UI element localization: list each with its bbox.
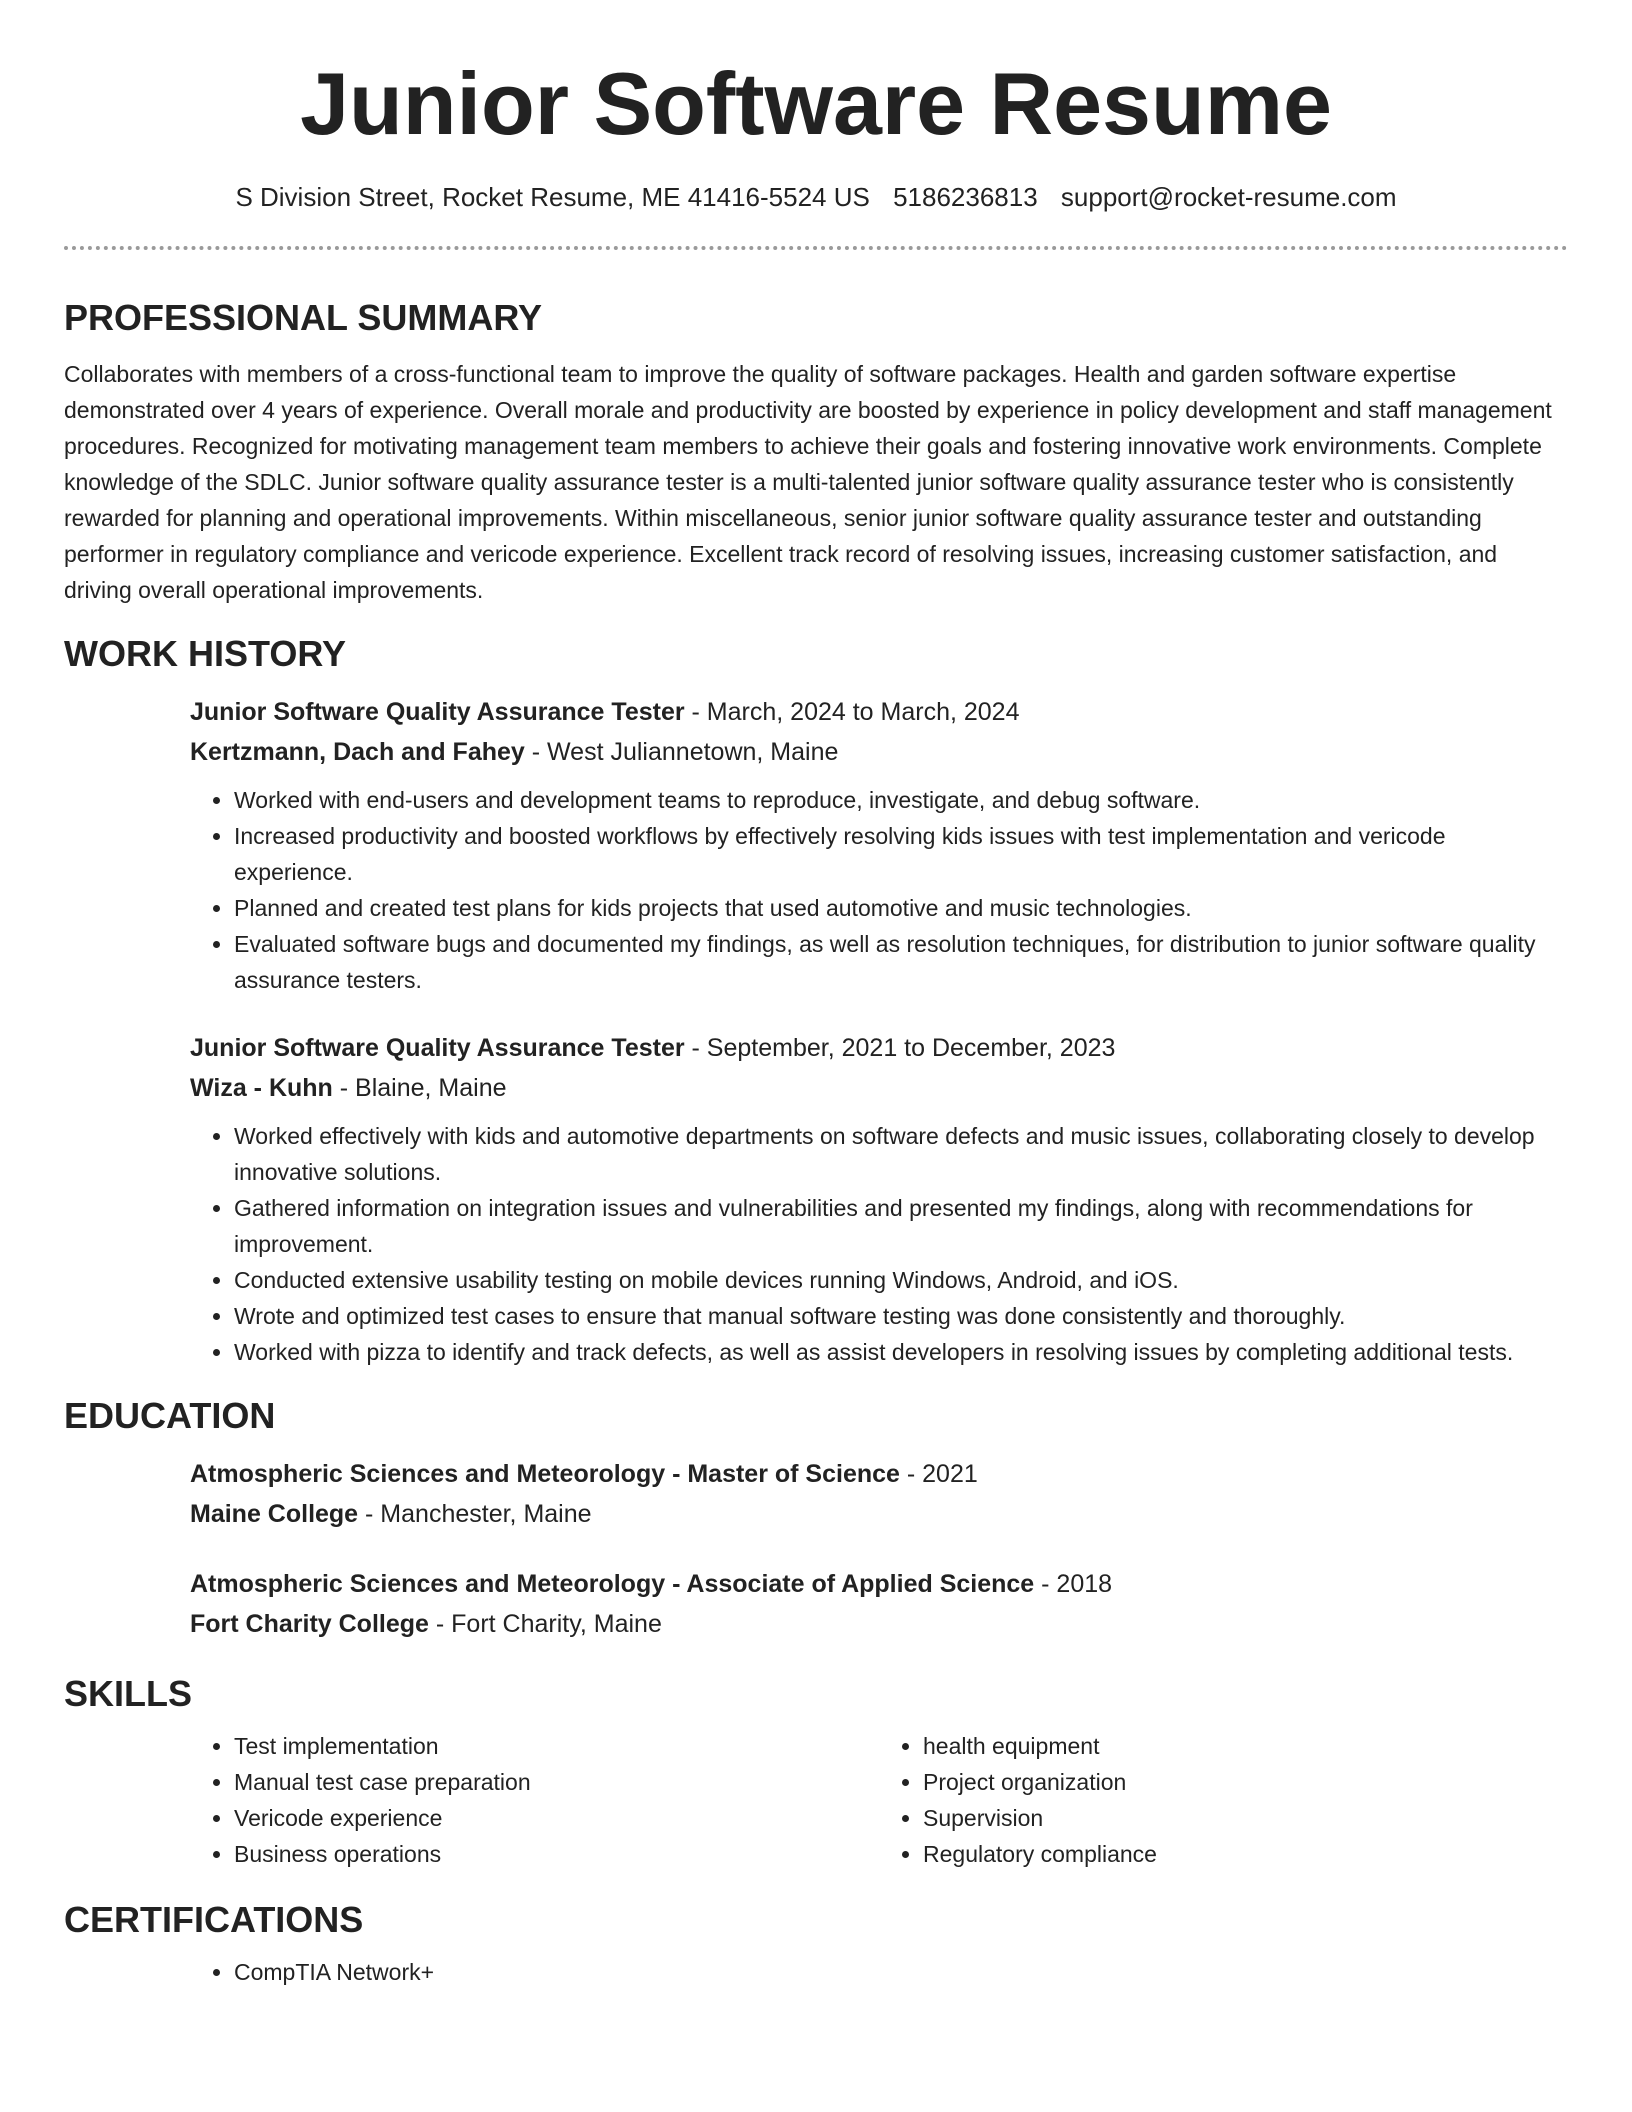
job-company-line <box>190 1068 1568 1108</box>
job-title-line <box>190 692 1568 732</box>
job-location: - West Juliannetown, Maine <box>524 738 839 766</box>
email-text: support@rocket-resume.com <box>1060 182 1397 212</box>
job-entry <box>190 692 1568 998</box>
job-bullet: • Worked effectively with kids and automotive departments on software defects and music issues, collaborating closely to develop innovative solutions. <box>234 1118 1568 1190</box>
address-text: S Division Street, Rocket Resume, ME 41416-5524 US <box>235 182 870 212</box>
job-bullet: • Worked with end-users and development teams to reproduce, investigate, and debug software. <box>234 782 1568 818</box>
education-heading: EDUCATION <box>64 1395 276 1436</box>
skill-item: • Business operations <box>234 1836 879 1872</box>
skills-heading: SKILLS <box>64 1673 193 1714</box>
job-dates: - September, 2021 to December, 2023 <box>684 1034 1116 1062</box>
resume-title: Junior Software Resume <box>300 54 1332 153</box>
school-name: Fort Charity College <box>190 1610 429 1638</box>
work-history-heading: WORK HISTORY <box>64 633 347 674</box>
degree-year: - 2021 <box>899 1460 978 1488</box>
skill-item: • Supervision <box>923 1800 1568 1836</box>
school-location: - Manchester, Maine <box>358 1500 592 1528</box>
job-bullet: • Conducted extensive usability testing on mobile devices running Windows, Android, and iOS. <box>234 1262 1568 1298</box>
skill-item: • Project organization <box>923 1764 1568 1800</box>
job-role: Junior Software Quality Assurance Tester <box>190 1034 685 1062</box>
job-bullets <box>190 1118 1568 1370</box>
job-bullet: • Worked with pizza to identify and track defects, as well as assist developers in resolving issues by completing additional tests. <box>234 1334 1568 1370</box>
job-bullet: • Planned and created test plans for kids projects that used automotive and music technologies. <box>234 890 1568 926</box>
skill-item: • Regulatory compliance <box>923 1836 1568 1872</box>
school-line <box>190 1494 1568 1534</box>
job-bullets <box>190 782 1568 998</box>
skill-item: • Manual test case preparation <box>234 1764 879 1800</box>
job-company-line <box>190 732 1568 772</box>
education-entry <box>190 1564 1568 1644</box>
job-entry <box>190 1028 1568 1370</box>
job-company: Wiza - Kuhn <box>190 1074 333 1102</box>
resume-page <box>64 0 1568 1990</box>
degree-name: Atmospheric Sciences and Meteorology - Master of Science <box>190 1460 900 1488</box>
degree-name: Atmospheric Sciences and Meteorology - Associate of Applied Science <box>190 1570 1035 1598</box>
job-bullet: • Increased productivity and boosted workflows by effectively resolving kids issues with test implementation and vericode experience. <box>234 818 1568 890</box>
certifications-list <box>190 1954 1568 1990</box>
job-title-line <box>190 1028 1568 1068</box>
education-entry <box>190 1454 1568 1534</box>
job-company: Kertzmann, Dach and Fahey <box>190 738 525 766</box>
job-dates: - March, 2024 to March, 2024 <box>684 698 1020 726</box>
summary-text: Collaborates with members of a cross-functional team to improve the quality of software packages. Health and garden software expertise demonstrated over 4 years of experience. Overall morale and productivity are boosted by experience in policy development and staff management procedures. Recognized for motivating management team members to achieve their goals and fostering innovative work environments. Complete knowledge of the SDLC. Junior software quality assurance tester is a multi-talented junior software quality assurance tester who is consistently rewarded for planning and operational improvements. Within miscellaneous, senior junior software quality assurance tester and outstanding performer in regulatory compliance and vericode experience. Excellent track record of resolving issues, increasing customer satisfaction, and driving overall operational improvements. <box>64 361 1552 603</box>
certifications-heading: CERTIFICATIONS <box>64 1899 364 1940</box>
job-role: Junior Software Quality Assurance Tester <box>190 698 685 726</box>
school-name: Maine College <box>190 1500 359 1528</box>
cert-item: • CompTIA Network+ <box>234 1954 1568 1990</box>
school-location: - Fort Charity, Maine <box>428 1610 662 1638</box>
summary-heading: PROFESSIONAL SUMMARY <box>64 297 543 338</box>
job-bullet: • Wrote and optimized test cases to ensure that manual software testing was done consistently and thoroughly. <box>234 1298 1568 1334</box>
cert-bullets <box>190 1954 1568 1990</box>
job-bullet: • Gathered information on integration issues and vulnerabilities and presented my findings, along with recommendations for improvement. <box>234 1190 1568 1262</box>
job-location: - Blaine, Maine <box>332 1074 507 1102</box>
skill-item: • health equipment <box>923 1728 1568 1764</box>
phone-text: 5186236813 <box>893 182 1038 212</box>
degree-year: - 2018 <box>1034 1570 1113 1598</box>
skills-column-left <box>190 1728 879 1872</box>
skills-grid <box>190 1728 1568 1872</box>
skill-item: • Vericode experience <box>234 1800 879 1836</box>
job-bullet: • Evaluated software bugs and documented my findings, as well as resolution techniques, for distribution to junior software quality assurance testers. <box>234 926 1568 998</box>
school-line <box>190 1604 1568 1644</box>
skill-item: • Test implementation <box>234 1728 879 1764</box>
skills-column-right <box>879 1728 1568 1872</box>
dotted-divider <box>64 246 1568 250</box>
degree-line <box>190 1454 1568 1494</box>
contact-line <box>64 178 1568 216</box>
degree-line <box>190 1564 1568 1604</box>
